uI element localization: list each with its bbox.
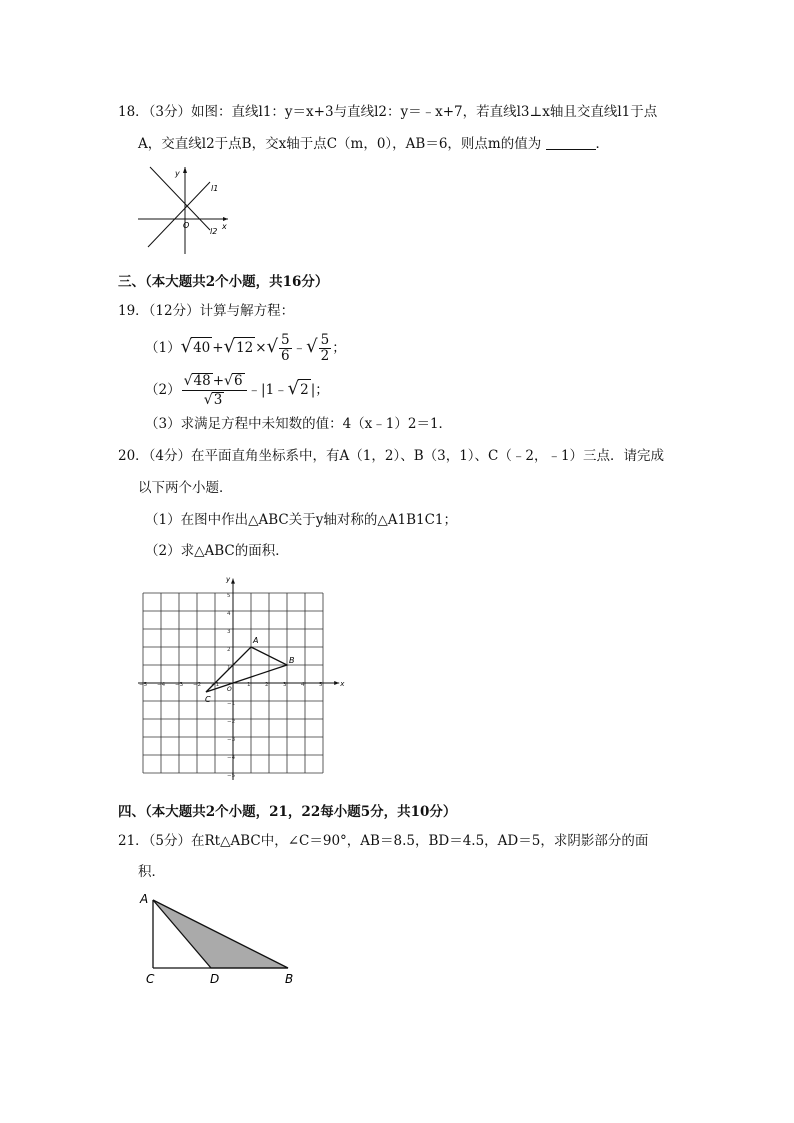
- q21-figure: [138, 888, 308, 993]
- q21-line2: 积．: [138, 864, 165, 880]
- shaded-triangle-abd: [153, 900, 288, 968]
- radicand-6: 6: [233, 373, 243, 389]
- q20-part1: （1）在图中作出△ABC关于y轴对称的△A1B1C1；: [145, 512, 457, 528]
- label-d: D: [210, 972, 220, 986]
- y-tick-label: −5: [227, 773, 236, 779]
- x-axis-label: x: [340, 680, 345, 688]
- q19-title: 19．（12分）计算与解方程：: [118, 303, 295, 319]
- frac2-num: 5: [320, 332, 330, 348]
- q19-part1: （1）√40 +√12 ×√ $\frac{5}{6}$ ﹣√ $\frac{5}{2}$ ；: [145, 332, 346, 364]
- fig18-l2-label: l2: [210, 227, 218, 236]
- q20-part2: （2）求△ABC的面积．: [145, 543, 289, 559]
- q21-line1: 21．（5分）在Rt△ABC中，∠C＝90°，AB＝8.5，BD＝4.5，AD＝5，求阴影部分的面: [118, 833, 649, 849]
- q18-line2: [138, 134, 609, 154]
- x-tick-label: 3: [283, 682, 287, 688]
- label-c: C: [146, 972, 155, 986]
- point-a-label: A: [253, 636, 259, 645]
- q19-p2-mid: ﹣|1﹣: [247, 382, 288, 398]
- section-4-heading: 四、（本大题共2个小题，21，22每小题5分，共10分）: [118, 804, 457, 820]
- x-tick-label: −1: [211, 682, 220, 688]
- radicand-40: 40: [191, 337, 212, 358]
- radicand-48: 48: [193, 373, 211, 389]
- q18-line1: 18．（3分）如图：直线l1：y＝x+3与直线l2：y＝﹣x+7，若直线l3⊥x轴且交直线l1于点: [118, 104, 658, 120]
- line-l1: [148, 182, 210, 247]
- radicand-12: 12: [234, 337, 255, 358]
- y-axis-arrow: [231, 579, 235, 584]
- fig18-x-label: x: [222, 222, 227, 231]
- q20-line2: 以下两个小题．: [138, 480, 233, 496]
- q20-grid-figure: [138, 570, 348, 780]
- x-tick-label: −5: [139, 682, 148, 688]
- x-tick-label: 2: [265, 682, 269, 688]
- q19-part2: （2） $\frac{√48 +√6}{√3}$ ﹣|1﹣√2 |；: [145, 373, 329, 408]
- y-tick-label: −3: [227, 737, 236, 743]
- y-tick-label: 3: [227, 629, 231, 635]
- section-3-heading: 三、（本大题共2个小题，共16分）: [118, 274, 329, 290]
- x-tick-label: −3: [175, 682, 184, 688]
- q19-part3: （3）求满足方程中未知数的值：4（x﹣1）2＝1．: [145, 416, 453, 432]
- answer-blank[interactable]: [546, 135, 596, 150]
- point-b-label: B: [289, 656, 295, 665]
- x-axis-arrow: [334, 681, 339, 685]
- frac1-den: 6: [281, 348, 290, 364]
- x-tick-label: 4: [301, 682, 305, 688]
- y-tick-label: 4: [227, 611, 231, 617]
- y-tick-label: 1: [227, 665, 231, 671]
- fig18-y-label: y: [175, 169, 180, 178]
- label-b: B: [285, 972, 294, 986]
- y-tick-label: −4: [227, 755, 236, 761]
- y-axis-label: y: [226, 575, 231, 584]
- frac1-num: 5: [281, 332, 290, 348]
- origin-label: O: [227, 686, 232, 693]
- y-tick-label: 2: [227, 647, 231, 653]
- frac2-den: 2: [320, 348, 330, 364]
- y-tick-label: −2: [227, 719, 236, 725]
- label-a: A: [140, 892, 149, 906]
- fig18-l1-label: l1: [211, 184, 219, 193]
- radicand-2: 2: [298, 379, 311, 400]
- q20-line1: 20．（4分）在平面直角坐标系中，有A（1，2）、B（3，1）、C（﹣2，﹣1）三点．请完成: [118, 448, 665, 464]
- q18-figure: [138, 162, 238, 257]
- q19-p1-label: （1）: [145, 340, 181, 356]
- q18-end: ．: [595, 136, 610, 152]
- q19-p2-end: |；: [310, 382, 329, 398]
- radicand-3: 3: [213, 392, 223, 408]
- q18-line2-text: A，交直线l2于点B，交x轴于点C（m，0），AB＝6，则点m的值为: [138, 136, 542, 152]
- fig18-origin: O: [183, 221, 190, 230]
- x-tick-label: −4: [157, 682, 166, 688]
- point-c-label: C: [205, 695, 211, 704]
- q19-p2-label: （2）: [145, 382, 181, 398]
- y-tick-label: −1: [227, 701, 236, 707]
- x-tick-label: 1: [247, 682, 251, 688]
- line-l2: [150, 167, 210, 230]
- q19-p1-end: ；: [332, 340, 346, 356]
- y-tick-label: 5: [227, 593, 231, 599]
- x-tick-label: −2: [193, 682, 202, 688]
- x-tick-label: 5: [319, 682, 323, 688]
